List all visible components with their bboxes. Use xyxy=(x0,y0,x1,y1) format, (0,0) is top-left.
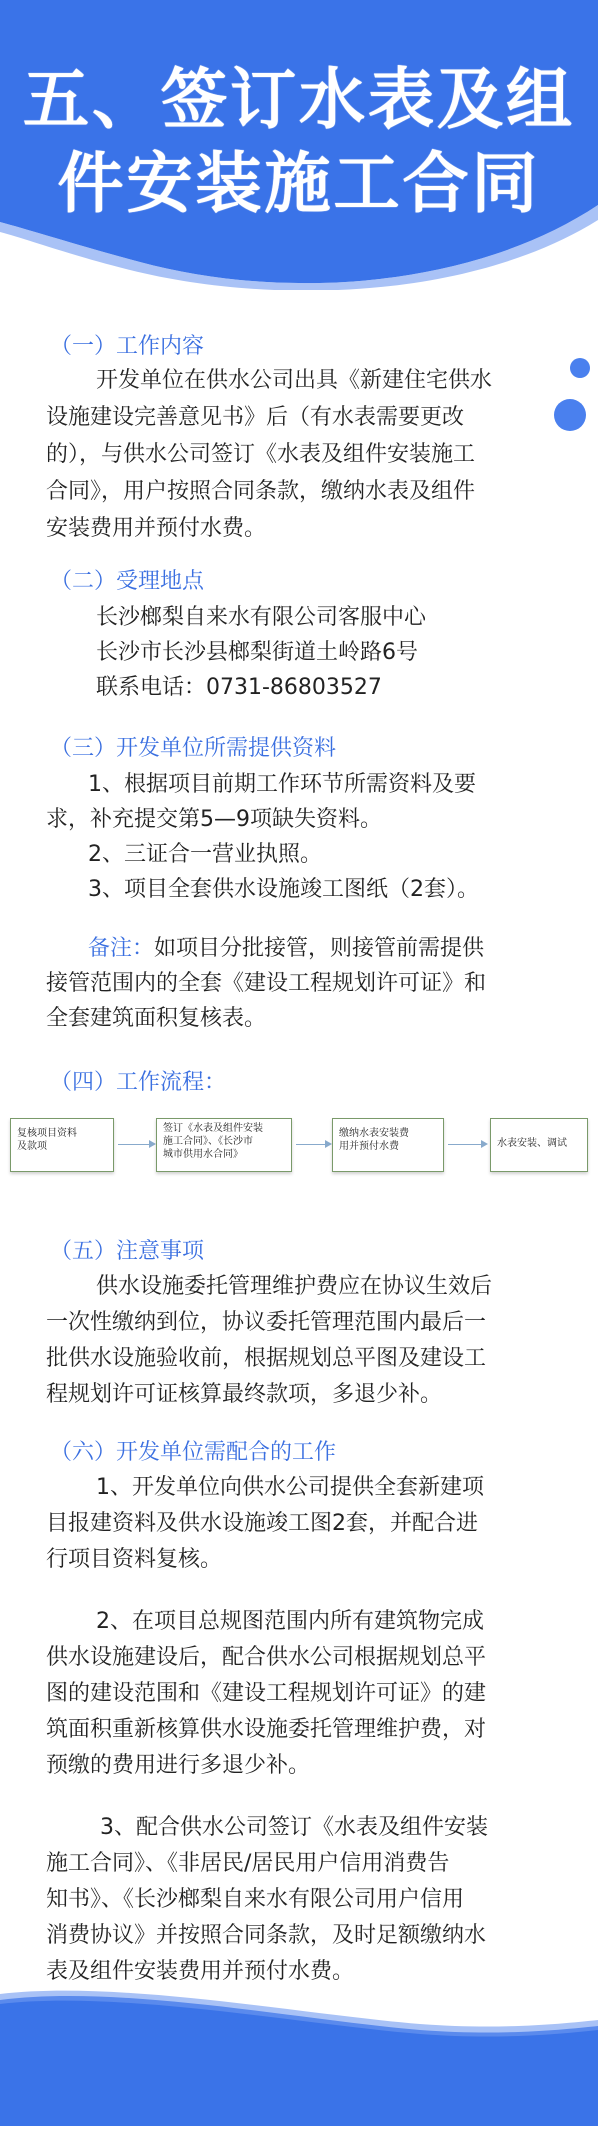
s6-p2-line: 2、在项目总规图范围内所有建筑物完成 xyxy=(96,1609,484,1634)
footer-wave-background xyxy=(0,1990,598,2126)
flow-step-text: 水表安装、调试 xyxy=(497,1138,567,1149)
footer-banner xyxy=(0,1990,598,2126)
s3-note-line: 接管范围内的全套《建设工程规划许可证》和 xyxy=(46,971,487,996)
s6-p1-line: 目报建资料及供水设施竣工图2套，并配合进 xyxy=(46,1511,478,1536)
s1-line: 的），与供水公司签订《水表及组件安装施工 xyxy=(46,442,476,467)
s6-p1-line: 1、开发单位向供水公司提供全套新建项 xyxy=(96,1475,484,1500)
s6-p3-line: 施工合同》、《非居民/居民用户信用消费告 xyxy=(46,1851,450,1876)
dot-large xyxy=(554,399,586,431)
flow-step-3 xyxy=(332,1118,444,1172)
s1-line: 开发单位在供水公司出具《新建住宅供水 xyxy=(96,368,493,393)
flow-step-1 xyxy=(10,1118,114,1172)
s3-line: 2、三证合一营业执照。 xyxy=(88,842,322,867)
flow-step-text: 复核项目资料 xyxy=(17,1128,77,1139)
section-5-title: （五）注意事项 xyxy=(50,1239,205,1264)
section-4-title: （四）工作流程： xyxy=(50,1070,227,1095)
s6-p2-line: 图的建设范围和《建设工程规划许可证》的建 xyxy=(46,1681,487,1706)
s6-p2-line: 筑面积重新核算供水设施委托管理维护费，对 xyxy=(46,1717,487,1742)
s1-line: 安装费用并预付水费。 xyxy=(46,516,267,541)
s6-p1-line: 行项目资料复核。 xyxy=(46,1547,223,1572)
s6-p3-line: 消费协议》并按照合同条款，及时足额缴纳水 xyxy=(46,1923,487,1948)
s5-line: 一次性缴纳到位，协议委托管理范围内最后一 xyxy=(46,1310,487,1335)
s6-p3-line: 3、配合供水公司签订《水表及组件安装 xyxy=(100,1815,488,1840)
s5-line: 程规划许可证核算最终款项，多退少补。 xyxy=(46,1382,443,1407)
s3-line: 1、根据项目前期工作环节所需资料及要 xyxy=(88,772,476,797)
s3-note-line xyxy=(88,932,484,966)
flow-step-4 xyxy=(490,1118,588,1172)
flow-arrow-icon xyxy=(118,1144,154,1145)
section-3-title: （三）开发单位所需提供资料 xyxy=(50,736,337,761)
s2-line: 联系电话：0731-86803527 xyxy=(96,675,382,700)
flow-step-text: 城市供用水合同》 xyxy=(163,1149,243,1160)
s2-line: 长沙榔梨自来水有限公司客服中心 xyxy=(96,605,427,630)
flow-arrow-icon xyxy=(448,1144,486,1145)
flow-arrow-icon xyxy=(296,1144,330,1145)
s1-line: 设施建设完善意见书》后（有水表需要更改 xyxy=(46,405,465,430)
s3-line: 求，补充提交第5—9项缺失资料。 xyxy=(46,807,382,832)
s5-line: 批供水设施验收前，根据规划总平图及建设工 xyxy=(46,1346,487,1371)
note-label: 备注： xyxy=(88,936,155,961)
flow-step-text: 签订《水表及组件安装 xyxy=(163,1123,263,1134)
section-2-title: （二）受理地点 xyxy=(50,569,205,594)
s6-p3-line: 表及组件安装费用并预付水费。 xyxy=(46,1959,355,1984)
section-6-title: （六）开发单位需配合的工作 xyxy=(50,1440,337,1465)
title-line-2: 件安装施工合同 xyxy=(57,145,541,222)
s3-line: 3、项目全套供水设施竣工图纸（2套）。 xyxy=(88,877,479,902)
s6-p2-line: 预缴的费用进行多退少补。 xyxy=(46,1753,311,1778)
flow-step-2 xyxy=(156,1118,292,1172)
s1-line: 合同》，用户按照合同条款，缴纳水表及组件 xyxy=(46,479,476,504)
s3-note-line: 全套建筑面积复核表。 xyxy=(46,1006,267,1031)
flow-step-text: 用并预付水费 xyxy=(339,1141,399,1152)
flow-step-text: 及款项 xyxy=(17,1141,47,1152)
s6-p3-line: 知书》、《长沙榔梨自来水有限公司用户信用 xyxy=(46,1887,465,1912)
section-1-title: （一）工作内容 xyxy=(50,334,205,359)
note-text: 如项目分批接管，则接管前需提供 xyxy=(154,936,485,961)
dot-small xyxy=(570,358,590,378)
header-banner xyxy=(0,0,598,290)
page-title xyxy=(0,58,598,226)
s2-line: 长沙市长沙县榔梨街道土岭路6号 xyxy=(96,640,418,665)
s6-p2-line: 供水设施建设后，配合供水公司根据规划总平 xyxy=(46,1645,487,1670)
title-line-1: 五、签订水表及组 xyxy=(23,61,575,138)
flow-step-text: 施工合同》、《长沙市 xyxy=(163,1136,253,1147)
s5-line: 供水设施委托管理维护费应在协议生效后 xyxy=(96,1274,493,1299)
workflow-diagram xyxy=(10,1112,588,1176)
flow-step-text: 缴纳水表安装费 xyxy=(339,1128,409,1139)
